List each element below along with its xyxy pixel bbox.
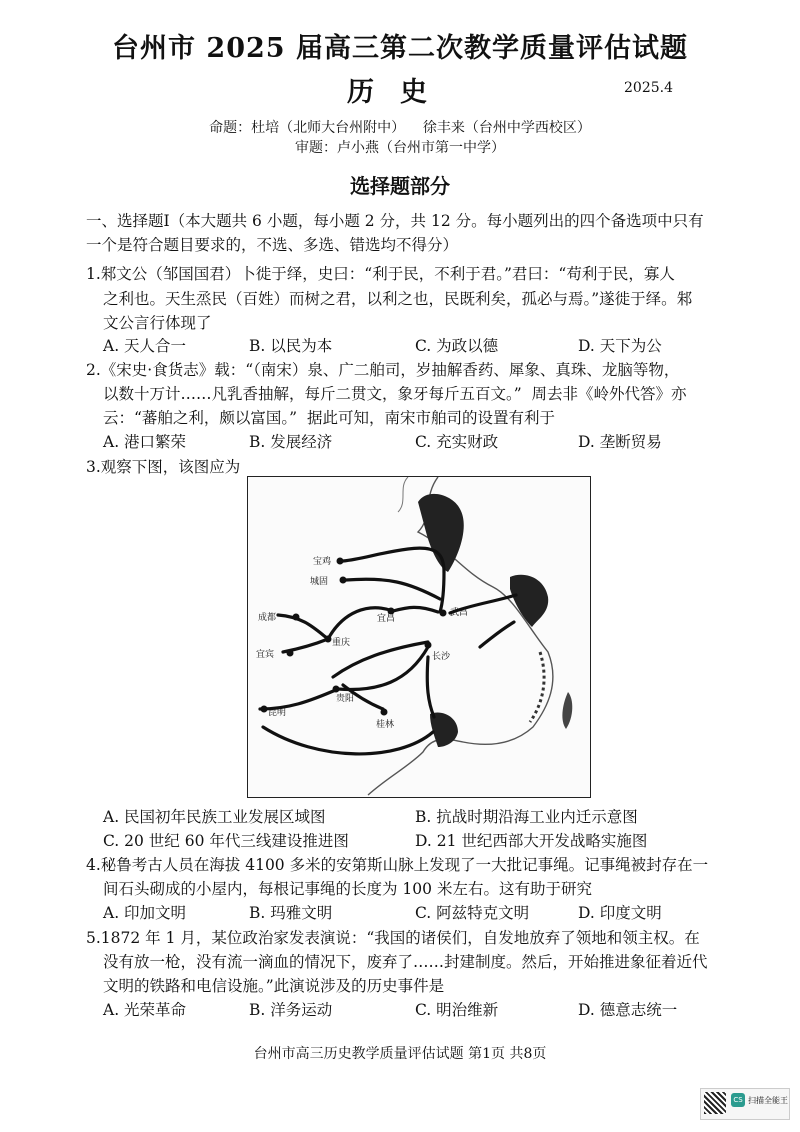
option-c: C. 20 世纪 60 年代三线建设推进图 [103,832,349,850]
option-d: D. 天下为公 [578,337,662,355]
section-title: 选择题部分 [350,174,450,198]
option-c: C. 明治维新 [415,1001,499,1019]
region-east [510,575,548,627]
route-north-baoji [343,548,444,572]
review-line: 审题：卢小燕（台州市第一中学） [295,140,505,156]
option-c: C. 为政以德 [415,337,499,355]
migration-map [247,476,591,798]
subject-title: 历史 [347,77,453,108]
city-changsha: 长沙 [432,652,451,662]
city-chengdu: 成都 [258,613,277,623]
option-b: B. 玛雅文明 [249,904,333,922]
question-5-line-2: 没有放一枪，没有流一滴血的情况下，废弃了……封建制度。然后，开始推进象征着近代 [103,953,708,971]
page-footer: 台州市高三历史教学质量评估试题 第1页 共8页 [253,1046,547,1062]
option-b: B. 抗战时期沿海工业内迁示意图 [415,808,638,826]
scanner-name: 扫描全能王 [748,1096,788,1105]
route-changsha-south [427,657,434,717]
scanner-logo: CS [731,1093,745,1107]
question-1-line-3: 文公言行体现了 [103,314,212,332]
question-2-line-1: 2.《宋史·食货志》载：“（南宋）泉、广二舶司，岁抽解香药、犀象、真珠、龙脑等物， [86,361,680,379]
option-a: A. 港口繁荣 [103,433,187,451]
option-d: D. 垄断贸易 [578,433,662,451]
question-3-line-1: 3.观察下图，该图应为 [86,458,241,476]
question-5-line-1: 5.1872 年 1 月，某位政治家发表演说：“我国的诸侯们，自发地放弃了领地和领主权。在 [86,929,700,947]
question-5-line-3: 文明的铁路和电信设施。”此演说涉及的历史事件是 [103,977,445,995]
city-guilin: 桂林 [376,720,395,730]
exam-title: 台州市 2025 届高三第二次教学质量评估试题 [112,33,688,64]
route-chengcu [346,579,440,599]
option-d: D. 德意志统一 [578,1001,678,1019]
route-north-wuchang [440,572,444,612]
city-kunming: 昆明 [268,708,287,718]
question-1-line-2: 之利也。天生烝民（百姓）而树之君，以利之也，民既利矣，孤必与焉。”遂徙于绎。邾 [103,290,693,308]
city-baoji: 宝鸡 [313,557,332,567]
route-chongqing-chengdu [278,615,328,639]
question-1-line-1: 1.邾文公（邹国国君）卜徙于绎，史曰：“利于民，不利于君。”君曰：“苟利于民，寡人 [86,265,675,283]
option-b: B. 洋务运动 [249,1001,333,1019]
instructions-line-2: 一个是符合题目要求的，不选、多选、错选均不得分） [86,236,459,254]
city-chenggu: 城固 [310,577,329,587]
city-yibin: 宜宾 [256,650,275,660]
instructions-line-1: 一、选择题Ⅰ（本大题共 6 小题，每小题 2 分，共 12 分。每小题列出的四个备选项中只有 [86,212,704,230]
question-4-line-1: 4.秘鲁考古人员在海拔 4100 多米的安第斯山脉上发现了一大批记事绳。记事绳被封存在一 [86,856,709,874]
city-yichang: 宜昌 [377,614,396,624]
taiwan [562,692,572,729]
authors-line: 命题：杜培（北师大台州附中） 徐丰来（台州中学西校区） [209,120,591,136]
coast-shading [530,652,544,722]
city-chongqing: 重庆 [332,638,351,648]
coastline-north [398,477,408,512]
option-b: B. 以民为本 [249,337,333,355]
option-a: A. 光荣革命 [103,1001,187,1019]
exam-date: 2025.4 [624,80,673,96]
question-2-line-2: 以数十万计……凡乳香抽解，每斤二贯文，象牙每斤五百文。” 周去非《岭外代答》亦 [103,385,687,403]
option-b: B. 发展经济 [249,433,333,451]
scanner-badge [700,1088,790,1120]
question-4-line-2: 间石头砌成的小屋内，每根记事绳的长度为 100 米左右。这有助于研究 [103,880,592,898]
route-south-west [263,727,433,754]
route-guiyang-kunming [260,689,338,709]
option-a: A. 印加文明 [103,904,187,922]
qr-code-icon [704,1092,726,1114]
city-wuchang: 武昌 [450,608,469,618]
option-d: D. 印度文明 [578,904,662,922]
option-a: A. 民国初年民族工业发展区域图 [103,808,326,826]
city-guiyang: 贵阳 [336,694,355,704]
option-a: A. 天人合一 [103,337,187,355]
route-east-sw [480,622,514,647]
option-d: D. 21 世纪西部大开发战略实施图 [415,832,648,850]
route-wuchang-yichang [393,607,438,612]
option-c: C. 充实财政 [415,433,499,451]
question-2-line-3: 云：“蕃舶之利，颇以富国。” 据此可知，南宋市舶司的设置有利于 [103,409,555,427]
option-c: C. 阿兹特克文明 [415,904,530,922]
